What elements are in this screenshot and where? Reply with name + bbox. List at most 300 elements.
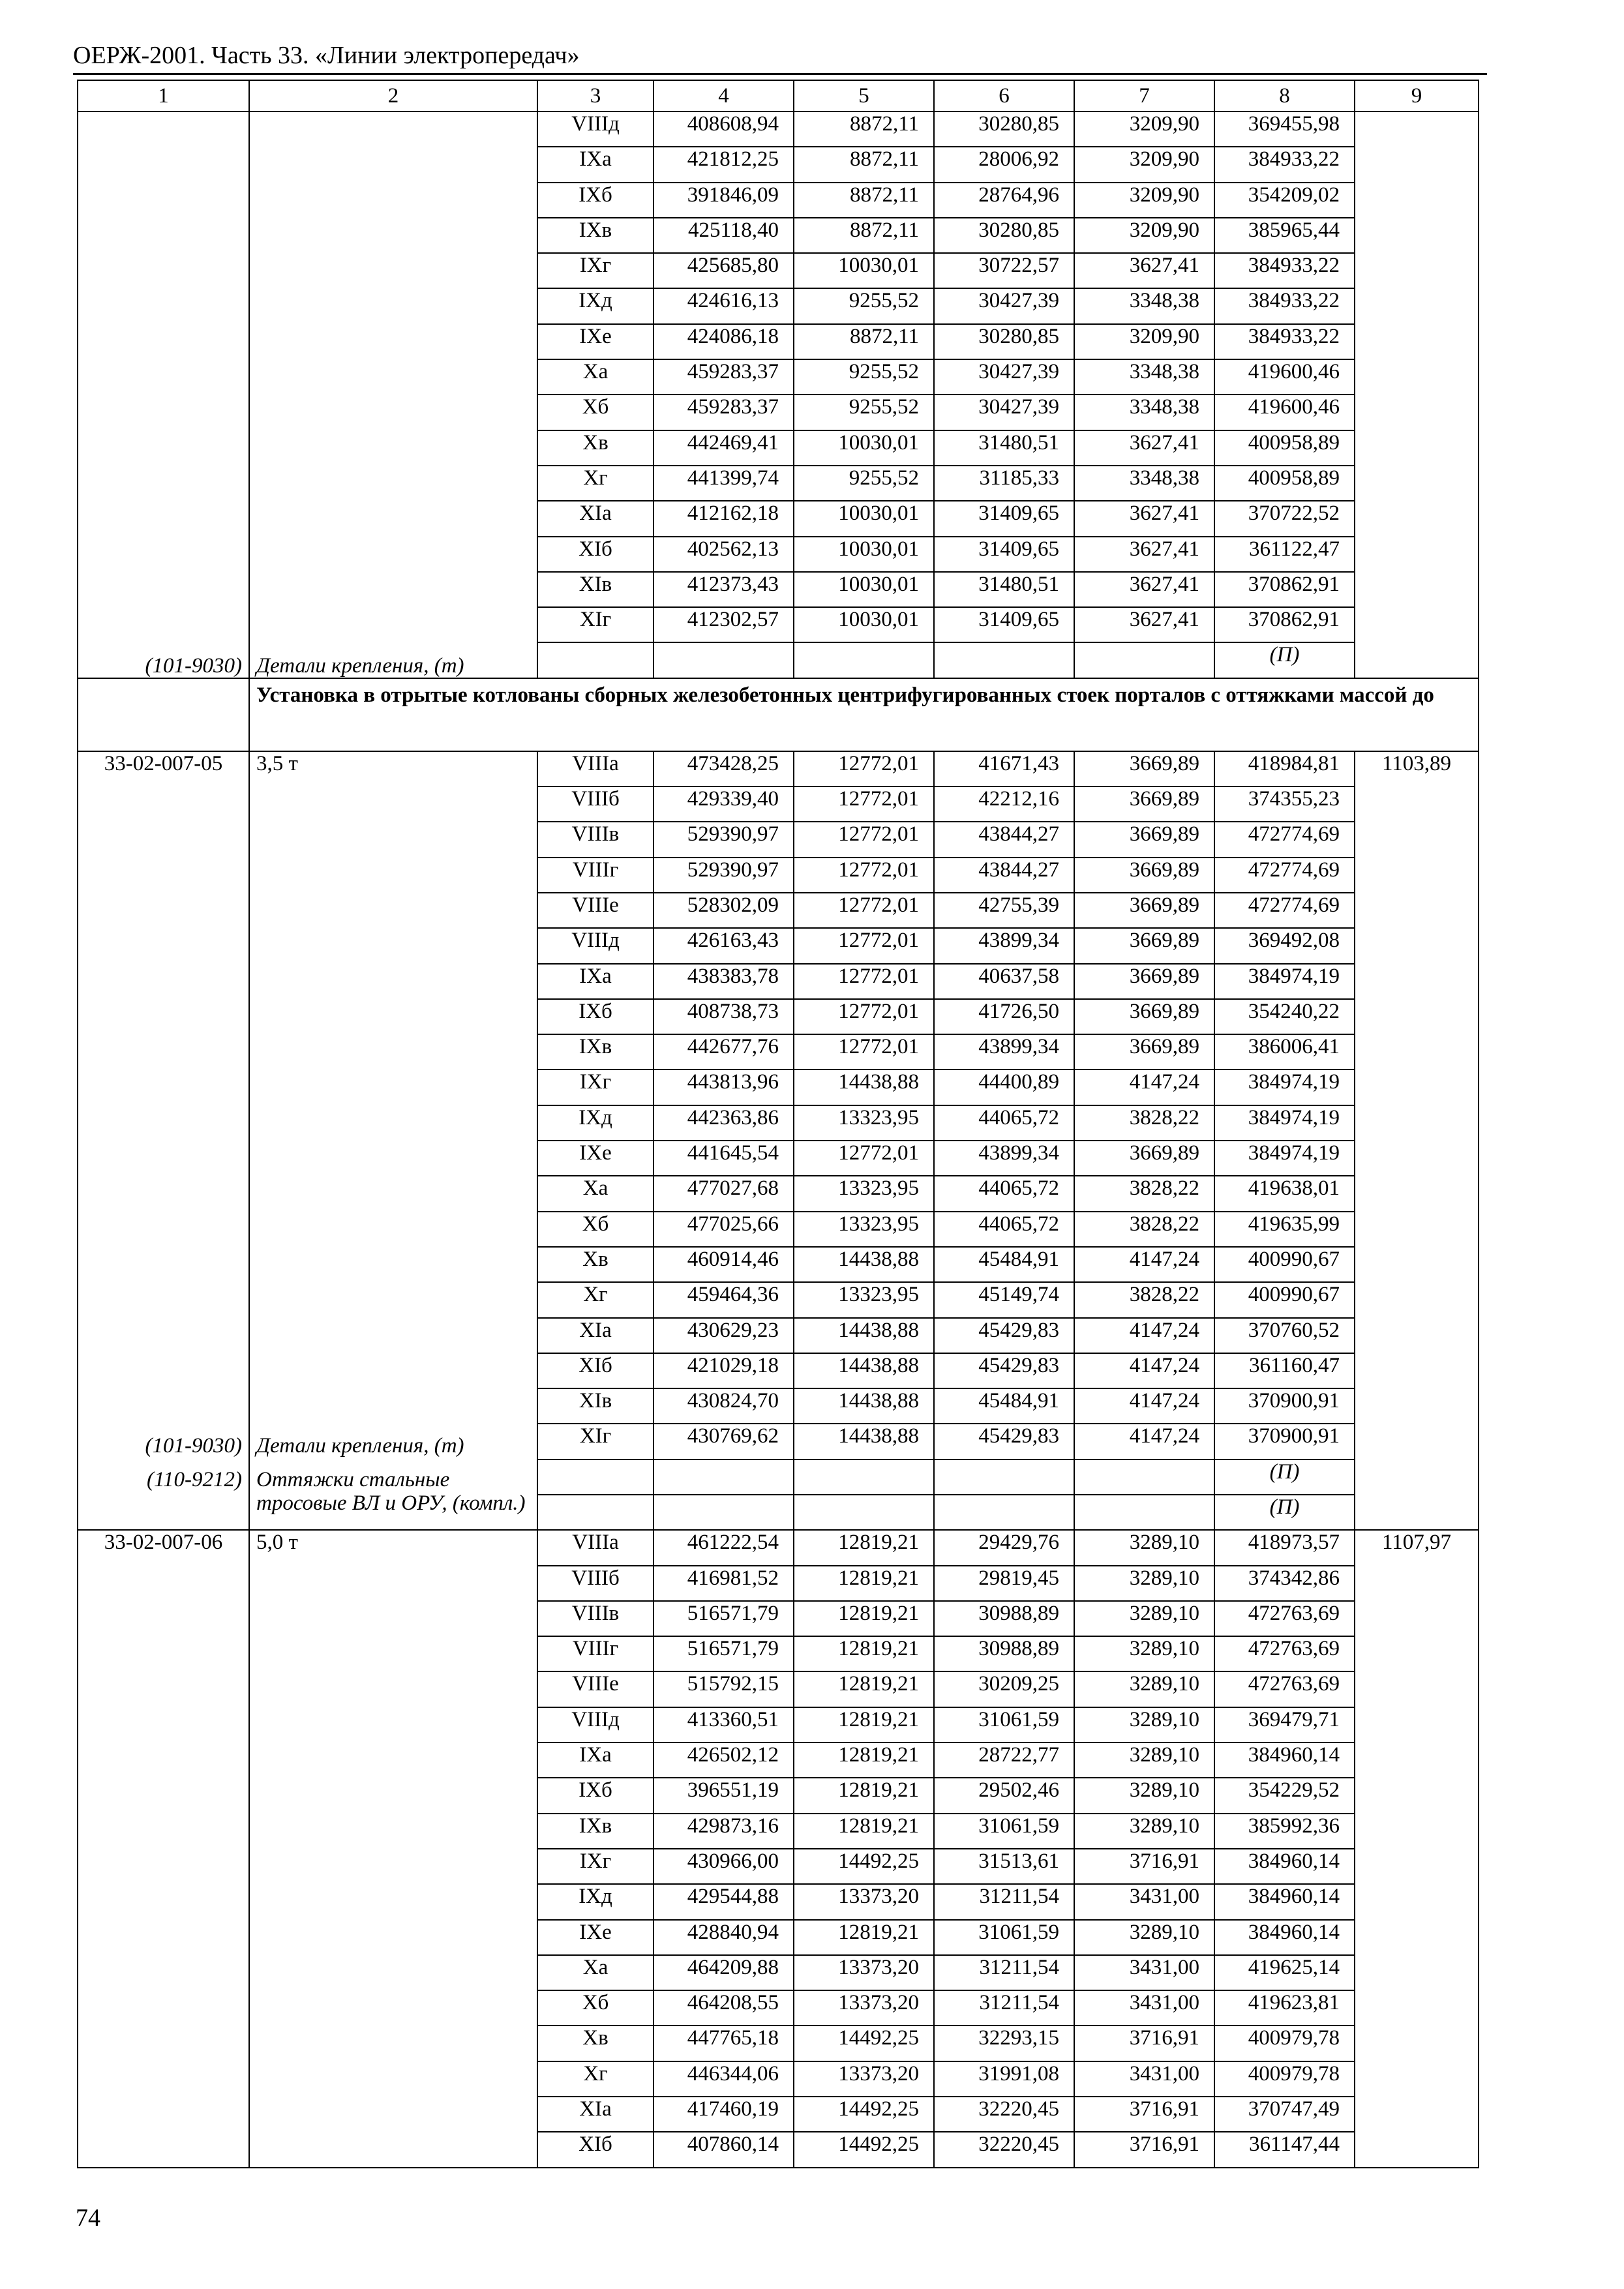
value-col6-cell: 40637,58 <box>934 964 1074 999</box>
empty-cell <box>654 642 794 678</box>
value-col5-cell: 12819,21 <box>794 1707 934 1743</box>
value-col6-cell: 45149,74 <box>934 1282 1074 1317</box>
value-col7-cell: 3627,41 <box>1074 572 1214 607</box>
value-col5-cell: 12819,21 <box>794 1601 934 1636</box>
value-col5-cell: 13323,95 <box>794 1212 934 1247</box>
value-col6-cell: 44065,72 <box>934 1105 1074 1141</box>
value-col5-cell: 12772,01 <box>794 1141 934 1176</box>
value-col6-cell: 44065,72 <box>934 1212 1074 1247</box>
value-col7-cell: 3289,10 <box>1074 1566 1214 1601</box>
value-col8-cell: 361122,47 <box>1214 537 1355 572</box>
value-col7-cell: 3289,10 <box>1074 1814 1214 1849</box>
value-col7-cell: 3209,90 <box>1074 112 1214 147</box>
value-col8-cell: 384960,14 <box>1214 1743 1355 1778</box>
region-cell: VIIIв <box>537 822 654 857</box>
value-col6-cell: 44065,72 <box>934 1176 1074 1211</box>
region-cell: XIв <box>537 572 654 607</box>
empty-cell <box>78 678 249 751</box>
value-col7-cell: 3828,22 <box>1074 1176 1214 1211</box>
value-col6-cell: 30280,85 <box>934 218 1074 253</box>
value-col4-cell: 464208,55 <box>654 1990 794 2026</box>
value-col4-cell: 441399,74 <box>654 466 794 501</box>
value-col5-cell: 8872,11 <box>794 183 934 218</box>
value-col5-cell: 8872,11 <box>794 112 934 147</box>
empty-cell <box>1074 642 1214 678</box>
resource-code: (110-9212) <box>146 1468 242 1492</box>
value-col8-cell: 418984,81 <box>1214 751 1355 786</box>
value-col5-cell: 14492,25 <box>794 1849 934 1884</box>
value-col8-cell: 370862,91 <box>1214 607 1355 642</box>
value-col7-cell: 3669,89 <box>1074 786 1214 822</box>
value-col8-cell: 384974,19 <box>1214 1105 1355 1141</box>
value-col6-cell: 31185,33 <box>934 466 1074 501</box>
page-number: 74 <box>76 2204 100 2232</box>
region-cell: IXд <box>537 1884 654 1919</box>
resource-mark-cell: (П) <box>1214 1495 1355 1530</box>
section-row <box>78 678 1479 751</box>
value-col8-cell: 418973,57 <box>1214 1530 1355 1565</box>
value-col7-cell: 3669,89 <box>1074 751 1214 786</box>
value-col7-cell: 3431,00 <box>1074 1884 1214 1919</box>
value-col8-cell: 419625,14 <box>1214 1955 1355 1990</box>
value-col5-cell: 9255,52 <box>794 359 934 395</box>
value-col8-cell: 472763,69 <box>1214 1601 1355 1636</box>
resource-name: Детали крепления, (т) <box>256 653 464 678</box>
value-col7-cell: 3828,22 <box>1074 1212 1214 1247</box>
region-cell: Xа <box>537 1955 654 1990</box>
value-col6-cell: 30280,85 <box>934 112 1074 147</box>
region-cell: IXд <box>537 1105 654 1141</box>
region-cell: IXв <box>537 218 654 253</box>
value-col7-cell: 3669,89 <box>1074 964 1214 999</box>
value-col6-cell: 30722,57 <box>934 253 1074 288</box>
value-col4-cell: 412302,57 <box>654 607 794 642</box>
value-col4-cell: 402562,13 <box>654 537 794 572</box>
value-col6-cell: 41671,43 <box>934 751 1074 786</box>
value-col6-cell: 42755,39 <box>934 893 1074 928</box>
value-col8-cell: 384933,22 <box>1214 253 1355 288</box>
value-col4-cell: 425118,40 <box>654 218 794 253</box>
column-number-1: 1 <box>78 80 249 112</box>
value-col6-cell: 31061,59 <box>934 1707 1074 1743</box>
value-col5-cell: 14438,88 <box>794 1388 934 1424</box>
value-col6-cell: 30209,25 <box>934 1671 1074 1707</box>
value-col7-cell: 3348,38 <box>1074 466 1214 501</box>
value-col8-cell: 370900,91 <box>1214 1388 1355 1424</box>
value-col5-cell: 14438,88 <box>794 1353 934 1388</box>
region-cell: Xг <box>537 466 654 501</box>
item-name-cell <box>249 751 537 1531</box>
value-col5-cell: 12772,01 <box>794 822 934 857</box>
value-col7-cell: 4147,24 <box>1074 1353 1214 1388</box>
value-col4-cell: 477027,68 <box>654 1176 794 1211</box>
value-col5-cell: 13373,20 <box>794 1884 934 1919</box>
region-cell: VIIIд <box>537 928 654 963</box>
value-col6-cell: 28764,96 <box>934 183 1074 218</box>
value-col5-cell: 12819,21 <box>794 1814 934 1849</box>
value-col4-cell: 446344,06 <box>654 2061 794 2097</box>
item-code: 33-02-007-06 <box>104 1531 223 1555</box>
value-col5-cell: 14492,25 <box>794 2132 934 2167</box>
value-col6-cell: 30280,85 <box>934 324 1074 359</box>
value-col5-cell: 14438,88 <box>794 1318 934 1353</box>
value-col6-cell: 31480,51 <box>934 572 1074 607</box>
value-col8-cell: 472774,69 <box>1214 893 1355 928</box>
value-col8-cell: 384974,19 <box>1214 1141 1355 1176</box>
value-col8-cell: 354209,02 <box>1214 183 1355 218</box>
column-number-6: 6 <box>934 80 1074 112</box>
region-cell: IXа <box>537 964 654 999</box>
value-col6-cell: 32220,45 <box>934 2132 1074 2167</box>
value-col4-cell: 430824,70 <box>654 1388 794 1424</box>
value-col4-cell: 424616,13 <box>654 288 794 323</box>
value-col5-cell: 10030,01 <box>794 253 934 288</box>
item-code: 33-02-007-05 <box>104 751 223 775</box>
empty-cell <box>654 1495 794 1530</box>
resource-code: (101-9030) <box>145 1433 242 1458</box>
item-code-cell <box>78 1530 249 2167</box>
value-col7-cell: 3289,10 <box>1074 1601 1214 1636</box>
value-col5-cell: 12772,01 <box>794 999 934 1034</box>
region-cell: Xв <box>537 430 654 466</box>
value-col6-cell: 31513,61 <box>934 1849 1074 1884</box>
empty-cell <box>537 1459 654 1495</box>
value-col6-cell: 31480,51 <box>934 430 1074 466</box>
region-cell: IXб <box>537 1778 654 1813</box>
value-col4-cell: 438383,78 <box>654 964 794 999</box>
region-cell: IXа <box>537 1743 654 1778</box>
value-col8-cell: 370722,52 <box>1214 501 1355 536</box>
value-col6-cell: 44400,89 <box>934 1070 1074 1105</box>
value-col8-cell: 385992,36 <box>1214 1814 1355 1849</box>
item-code-cell <box>78 751 249 1531</box>
item-col9-value: 1107,97 <box>1381 1531 1452 1555</box>
value-col8-cell: 361160,47 <box>1214 1353 1355 1388</box>
value-col8-cell: 384974,19 <box>1214 964 1355 999</box>
resource-code: (101-9030) <box>145 653 242 678</box>
empty-cell <box>934 1495 1074 1530</box>
resource-mark-cell: (П) <box>1214 642 1355 678</box>
region-cell: Xв <box>537 2026 654 2061</box>
value-col5-cell: 12772,01 <box>794 928 934 963</box>
region-cell: XIб <box>537 537 654 572</box>
value-col6-cell: 31061,59 <box>934 1920 1074 1955</box>
region-cell: Xа <box>537 359 654 395</box>
region-cell: IXв <box>537 1814 654 1849</box>
value-col4-cell: 424086,18 <box>654 324 794 359</box>
value-col4-cell: 447765,18 <box>654 2026 794 2061</box>
region-cell: XIг <box>537 1424 654 1459</box>
empty-cell <box>1074 1459 1214 1495</box>
region-cell: VIIIг <box>537 858 654 893</box>
value-col5-cell: 12772,01 <box>794 786 934 822</box>
value-col5-cell: 13323,95 <box>794 1176 934 1211</box>
value-col4-cell: 391846,09 <box>654 183 794 218</box>
region-cell: Xг <box>537 2061 654 2097</box>
table-row <box>78 751 1479 786</box>
value-col8-cell: 384960,14 <box>1214 1849 1355 1884</box>
item-name: 5,0 т <box>256 1531 298 1555</box>
value-col5-cell: 10030,01 <box>794 501 934 536</box>
value-col6-cell: 43899,34 <box>934 1034 1074 1070</box>
value-col6-cell: 43899,34 <box>934 928 1074 963</box>
value-col8-cell: 384974,19 <box>1214 1070 1355 1105</box>
region-cell: VIIIа <box>537 751 654 786</box>
value-col5-cell: 12772,01 <box>794 1034 934 1070</box>
value-col7-cell: 3431,00 <box>1074 2061 1214 2097</box>
value-col5-cell: 12819,21 <box>794 1743 934 1778</box>
value-col7-cell: 4147,24 <box>1074 1388 1214 1424</box>
value-col7-cell: 3669,89 <box>1074 893 1214 928</box>
continuation-col9-cell <box>1355 112 1479 678</box>
value-col4-cell: 516571,79 <box>654 1601 794 1636</box>
value-col8-cell: 419600,46 <box>1214 395 1355 430</box>
value-col7-cell: 3209,90 <box>1074 218 1214 253</box>
region-cell: VIIIг <box>537 1636 654 1671</box>
column-number-5: 5 <box>794 80 934 112</box>
value-col6-cell: 45429,83 <box>934 1318 1074 1353</box>
value-col8-cell: 370747,49 <box>1214 2097 1355 2132</box>
value-col4-cell: 473428,25 <box>654 751 794 786</box>
value-col4-cell: 425685,80 <box>654 253 794 288</box>
column-number-8: 8 <box>1214 80 1355 112</box>
value-col7-cell: 3627,41 <box>1074 537 1214 572</box>
region-cell: IXа <box>537 147 654 182</box>
value-col6-cell: 29819,45 <box>934 1566 1074 1601</box>
page-header-title: ОЕРЖ-2001. Часть 33. «Линии электропередач» <box>73 42 580 69</box>
value-col6-cell: 43844,27 <box>934 858 1074 893</box>
value-col5-cell: 12772,01 <box>794 751 934 786</box>
region-cell: Xб <box>537 1990 654 2026</box>
value-col4-cell: 460914,46 <box>654 1247 794 1282</box>
region-cell: XIг <box>537 607 654 642</box>
value-col8-cell: 369455,98 <box>1214 112 1355 147</box>
value-col6-cell: 31991,08 <box>934 2061 1074 2097</box>
value-col7-cell: 3627,41 <box>1074 607 1214 642</box>
value-col4-cell: 417460,19 <box>654 2097 794 2132</box>
region-cell: IXе <box>537 324 654 359</box>
value-col7-cell: 3716,91 <box>1074 2132 1214 2167</box>
value-col4-cell: 412162,18 <box>654 501 794 536</box>
value-col5-cell: 12772,01 <box>794 893 934 928</box>
value-col6-cell: 43899,34 <box>934 1141 1074 1176</box>
value-col7-cell: 3716,91 <box>1074 1849 1214 1884</box>
value-col8-cell: 386006,41 <box>1214 1034 1355 1070</box>
value-col6-cell: 29429,76 <box>934 1530 1074 1565</box>
value-col6-cell: 29502,46 <box>934 1778 1074 1813</box>
value-col7-cell: 3716,91 <box>1074 2026 1214 2061</box>
value-col4-cell: 430629,23 <box>654 1318 794 1353</box>
region-cell: XIа <box>537 501 654 536</box>
value-col6-cell: 32293,15 <box>934 2026 1074 2061</box>
rates-table <box>77 80 1479 2168</box>
value-col4-cell: 442677,76 <box>654 1034 794 1070</box>
region-cell: VIIIа <box>537 1530 654 1565</box>
value-col6-cell: 31211,54 <box>934 1955 1074 1990</box>
value-col8-cell: 384933,22 <box>1214 324 1355 359</box>
value-col5-cell: 14438,88 <box>794 1070 934 1105</box>
region-cell: IXг <box>537 1070 654 1105</box>
column-number-7: 7 <box>1074 80 1214 112</box>
value-col6-cell: 31061,59 <box>934 1814 1074 1849</box>
region-cell: IXд <box>537 288 654 323</box>
value-col5-cell: 8872,11 <box>794 324 934 359</box>
value-col5-cell: 13323,95 <box>794 1282 934 1317</box>
value-col4-cell: 442363,86 <box>654 1105 794 1141</box>
region-cell: Xа <box>537 1176 654 1211</box>
value-col6-cell: 42212,16 <box>934 786 1074 822</box>
empty-cell <box>934 642 1074 678</box>
column-numbers-row <box>78 80 1479 112</box>
value-col4-cell: 407860,14 <box>654 2132 794 2167</box>
value-col5-cell: 10030,01 <box>794 572 934 607</box>
value-col5-cell: 12772,01 <box>794 964 934 999</box>
value-col4-cell: 459283,37 <box>654 359 794 395</box>
item-col9-cell <box>1355 1530 1479 2167</box>
value-col4-cell: 421812,25 <box>654 147 794 182</box>
value-col4-cell: 442469,41 <box>654 430 794 466</box>
empty-cell <box>1074 1495 1214 1530</box>
section-title: Установка в отрытые котлованы сборных железобетонных центрифугированных стоек порталов с оттяжками массой до <box>249 678 1479 751</box>
value-col8-cell: 400958,89 <box>1214 430 1355 466</box>
value-col4-cell: 396551,19 <box>654 1778 794 1813</box>
value-col5-cell: 9255,52 <box>794 395 934 430</box>
region-cell: XIб <box>537 1353 654 1388</box>
value-col6-cell: 31409,65 <box>934 537 1074 572</box>
value-col5-cell: 13373,20 <box>794 1955 934 1990</box>
value-col7-cell: 3289,10 <box>1074 1743 1214 1778</box>
value-col4-cell: 408738,73 <box>654 999 794 1034</box>
value-col7-cell: 4147,24 <box>1074 1247 1214 1282</box>
value-col5-cell: 10030,01 <box>794 537 934 572</box>
column-number-9: 9 <box>1355 80 1479 112</box>
value-col8-cell: 374355,23 <box>1214 786 1355 822</box>
value-col5-cell: 13373,20 <box>794 2061 934 2097</box>
value-col6-cell: 41726,50 <box>934 999 1074 1034</box>
value-col8-cell: 400979,78 <box>1214 2061 1355 2097</box>
value-col4-cell: 421029,18 <box>654 1353 794 1388</box>
value-col4-cell: 461222,54 <box>654 1530 794 1565</box>
value-col5-cell: 12819,21 <box>794 1671 934 1707</box>
value-col8-cell: 472763,69 <box>1214 1636 1355 1671</box>
value-col8-cell: 384933,22 <box>1214 147 1355 182</box>
value-col6-cell: 28006,92 <box>934 147 1074 182</box>
column-number-2: 2 <box>249 80 537 112</box>
region-cell: VIIIд <box>537 112 654 147</box>
value-col7-cell: 3289,10 <box>1074 1671 1214 1707</box>
value-col8-cell: 369492,08 <box>1214 928 1355 963</box>
value-col8-cell: 400990,67 <box>1214 1247 1355 1282</box>
region-cell: Xб <box>537 1212 654 1247</box>
value-col7-cell: 3828,22 <box>1074 1282 1214 1317</box>
value-col5-cell: 8872,11 <box>794 218 934 253</box>
value-col8-cell: 370760,52 <box>1214 1318 1355 1353</box>
value-col8-cell: 419600,46 <box>1214 359 1355 395</box>
resource-mark-cell: (П) <box>1214 1459 1355 1495</box>
resource-name: Оттяжки стальные тросовые ВЛ и ОРУ, (компл.) <box>256 1468 526 1516</box>
value-col5-cell: 14438,88 <box>794 1247 934 1282</box>
value-col4-cell: 429339,40 <box>654 786 794 822</box>
region-cell: IXг <box>537 1849 654 1884</box>
value-col4-cell: 529390,97 <box>654 858 794 893</box>
value-col7-cell: 3669,89 <box>1074 858 1214 893</box>
region-cell: VIIIе <box>537 1671 654 1707</box>
table-row <box>78 112 1479 147</box>
value-col7-cell: 3348,38 <box>1074 288 1214 323</box>
value-col8-cell: 400990,67 <box>1214 1282 1355 1317</box>
value-col4-cell: 430769,62 <box>654 1424 794 1459</box>
value-col4-cell: 426163,43 <box>654 928 794 963</box>
value-col5-cell: 10030,01 <box>794 607 934 642</box>
value-col6-cell: 45429,83 <box>934 1424 1074 1459</box>
value-col4-cell: 416981,52 <box>654 1566 794 1601</box>
value-col5-cell: 14492,25 <box>794 2026 934 2061</box>
item-col9-cell <box>1355 751 1479 1531</box>
region-cell: XIа <box>537 2097 654 2132</box>
value-col4-cell: 459283,37 <box>654 395 794 430</box>
value-col4-cell: 412373,43 <box>654 572 794 607</box>
value-col4-cell: 429873,16 <box>654 1814 794 1849</box>
value-col6-cell: 31211,54 <box>934 1990 1074 2026</box>
value-col4-cell: 441645,54 <box>654 1141 794 1176</box>
value-col6-cell: 30988,89 <box>934 1636 1074 1671</box>
value-col8-cell: 472774,69 <box>1214 858 1355 893</box>
value-col7-cell: 3669,89 <box>1074 999 1214 1034</box>
value-col5-cell: 12819,21 <box>794 1636 934 1671</box>
region-cell: XIб <box>537 2132 654 2167</box>
value-col8-cell: 384933,22 <box>1214 288 1355 323</box>
region-cell: IXб <box>537 999 654 1034</box>
value-col5-cell: 12819,21 <box>794 1566 934 1601</box>
value-col7-cell: 3627,41 <box>1074 501 1214 536</box>
region-cell: VIIIе <box>537 893 654 928</box>
value-col7-cell: 3289,10 <box>1074 1530 1214 1565</box>
continuation-code-cell <box>78 112 249 678</box>
value-col7-cell: 3627,41 <box>1074 253 1214 288</box>
value-col5-cell: 14438,88 <box>794 1424 934 1459</box>
value-col4-cell: 413360,51 <box>654 1707 794 1743</box>
value-col4-cell: 515792,15 <box>654 1671 794 1707</box>
value-col5-cell: 9255,52 <box>794 466 934 501</box>
value-col7-cell: 3348,38 <box>1074 359 1214 395</box>
value-col7-cell: 3348,38 <box>1074 395 1214 430</box>
region-cell: VIIIв <box>537 1601 654 1636</box>
value-col5-cell: 12819,21 <box>794 1530 934 1565</box>
empty-cell <box>934 1459 1074 1495</box>
value-col7-cell: 3431,00 <box>1074 1955 1214 1990</box>
empty-cell <box>794 1459 934 1495</box>
value-col6-cell: 31211,54 <box>934 1884 1074 1919</box>
value-col6-cell: 32220,45 <box>934 2097 1074 2132</box>
value-col5-cell: 13373,20 <box>794 1990 934 2026</box>
value-col8-cell: 361147,44 <box>1214 2132 1355 2167</box>
value-col7-cell: 3289,10 <box>1074 1636 1214 1671</box>
value-col4-cell: 443813,96 <box>654 1070 794 1105</box>
value-col7-cell: 3289,10 <box>1074 1707 1214 1743</box>
continuation-name-cell <box>249 112 537 678</box>
empty-cell <box>537 642 654 678</box>
region-cell: VIIIб <box>537 786 654 822</box>
value-col8-cell: 419635,99 <box>1214 1212 1355 1247</box>
value-col4-cell: 464209,88 <box>654 1955 794 1990</box>
value-col5-cell: 12819,21 <box>794 1778 934 1813</box>
value-col4-cell: 516571,79 <box>654 1636 794 1671</box>
item-name: 3,5 т <box>256 751 298 775</box>
value-col8-cell: 354229,52 <box>1214 1778 1355 1813</box>
region-cell: IXе <box>537 1141 654 1176</box>
resource-name: Детали крепления, (т) <box>256 1433 464 1458</box>
value-col8-cell: 385965,44 <box>1214 218 1355 253</box>
